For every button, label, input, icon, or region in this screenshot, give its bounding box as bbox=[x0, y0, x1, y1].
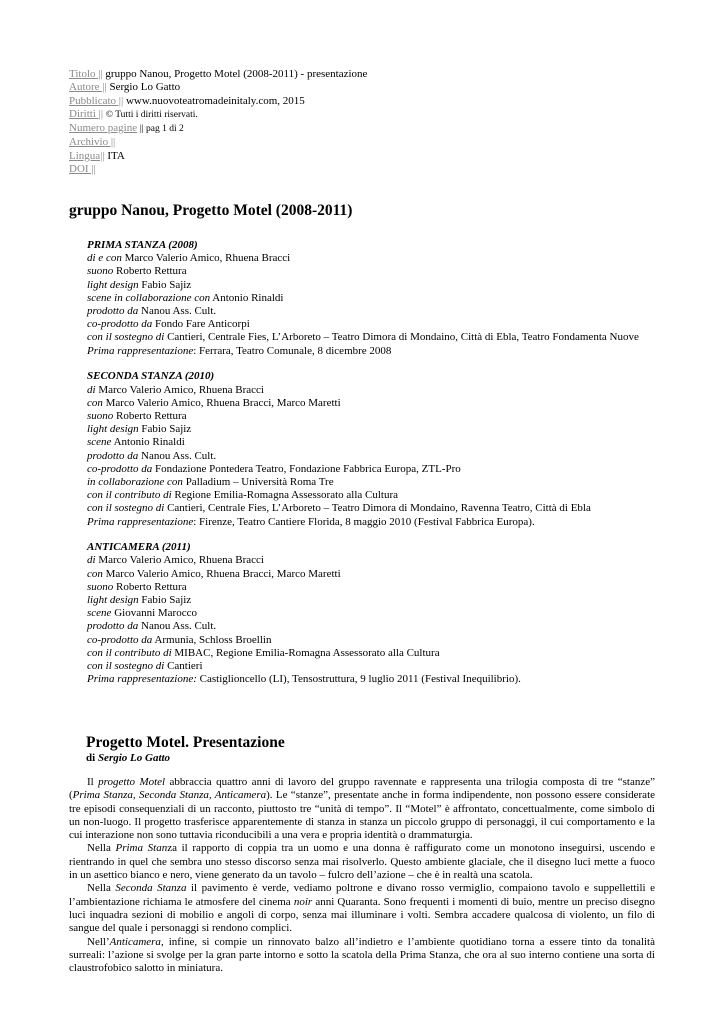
text-run: za il rapporto di coppia tra un uomo e una donna è raffigurato come un monotono inseguirsi, uscendo e rientrando in quel che sembra uno stesso discorso senza mai risolverlo. Questo ambiente glaciale, che il disegno luci mette a fuoco in un asettico bianco e nero, viene generato da un tavolo – fulcro dell’azione – che è in realtà una scatola. bbox=[69, 842, 655, 882]
credit-role: Prima rappresentazione bbox=[87, 515, 194, 528]
credit-name: Roberto Rettura bbox=[116, 409, 187, 422]
meta-key-link[interactable]: DOI || bbox=[69, 163, 96, 176]
credit-line bbox=[69, 607, 669, 620]
text-run: anni Quaranta. Sono frequenti i momenti di buio, mentre un preciso disegno luci inquadra sezioni di mobilio e angoli di corpo, senza mai illuminare i volti. Sembra accadere qualcosa di violento, un filo di sangue del quale i personaggi si rendono complici. bbox=[69, 895, 655, 935]
credit-line bbox=[69, 463, 669, 476]
meta-value: || pag 1 di 2 bbox=[139, 124, 184, 135]
credit-line bbox=[69, 265, 669, 278]
credit-name: Fabio Sajiz bbox=[141, 278, 192, 291]
byline-author: Sergio Lo Gatto bbox=[97, 752, 171, 764]
meta-key-link[interactable]: Diritti || bbox=[69, 107, 104, 120]
credit-line bbox=[69, 345, 669, 358]
stanza-heading: SECONDA STANZA (2010) bbox=[87, 370, 215, 383]
credit-line bbox=[69, 660, 669, 673]
credit-name: Nanou Ass. Cult. bbox=[141, 449, 217, 462]
credit-line bbox=[69, 489, 669, 502]
byline-prefix: di bbox=[86, 752, 96, 764]
credit-line bbox=[69, 568, 669, 581]
meta-value: Sergio Lo Gatto bbox=[109, 81, 181, 94]
credit-role: con il sostegno di bbox=[87, 502, 165, 515]
text-run: il pavimento è verde, vediamo poltrone e divano rosso vermiglio, compaiono tavolo e suppellettili e l’ambientazione richiama le atmosfere del cinema bbox=[69, 882, 655, 908]
meta-row-author bbox=[69, 81, 367, 94]
credit-name: Marco Valerio Amico, Rhuena Bracci bbox=[124, 252, 291, 265]
credit-line bbox=[69, 436, 669, 449]
credit-line bbox=[69, 554, 669, 567]
byline bbox=[86, 752, 170, 764]
meta-row-rights bbox=[69, 108, 367, 122]
credit-name: Marco Valerio Amico, Rhuena Bracci bbox=[98, 383, 264, 396]
meta-key-link[interactable]: Archivio || bbox=[69, 136, 116, 149]
credit-role: scene bbox=[87, 607, 112, 620]
meta-value: ITA bbox=[107, 149, 125, 162]
credit-role: con bbox=[87, 567, 103, 580]
meta-key-link[interactable]: Pubblicato || bbox=[69, 94, 124, 107]
credit-line bbox=[69, 279, 669, 292]
credit-role: di bbox=[87, 554, 96, 567]
credit-role: scene bbox=[87, 436, 112, 449]
credit-line bbox=[69, 581, 669, 594]
credit-name: Marco Valerio Amico, Rhuena Bracci, Marco Maretti bbox=[105, 567, 341, 580]
credit-name: Roberto Rettura bbox=[116, 265, 187, 278]
meta-value: © Tutti i diritti riservati. bbox=[105, 109, 198, 120]
credit-role: con bbox=[87, 396, 103, 409]
credit-line bbox=[69, 476, 669, 489]
credit-role: con il sostegno di bbox=[87, 660, 165, 673]
credit-line bbox=[69, 397, 669, 410]
credit-line bbox=[69, 410, 669, 423]
credit-role: con il sostegno di bbox=[87, 331, 165, 344]
credit-role: di e con bbox=[87, 252, 122, 265]
credit-line bbox=[69, 594, 669, 607]
metadata-block bbox=[69, 68, 367, 176]
credit-name: Antonio Rinaldi bbox=[113, 436, 185, 449]
credit-name: Cantieri, Centrale Fies, L’Arboreto – Teatro Dimora di Mondaino, Città di Ebla, Teatro Fondamenta Nuove bbox=[167, 331, 639, 344]
text-run: Nell’ bbox=[87, 935, 110, 948]
meta-value: www.nuovoteatromadeinitaly.com, 2015 bbox=[125, 94, 305, 107]
stanza-heading: PRIMA STANZA (2008) bbox=[87, 239, 198, 251]
credit-name: MIBAC, Regione Emilia-Romagna Assessorato alla Cultura bbox=[174, 646, 440, 659]
meta-value: gruppo Nanou, Progetto Motel (2008-2011) - presentazione bbox=[105, 68, 368, 80]
meta-row-language bbox=[69, 150, 367, 163]
credit-line bbox=[69, 305, 669, 318]
credit-name: Cantieri, Centrale Fies, L’Arboreto – Teatro Dimora di Mondaino, Ravenna Teatro, Città di Ebla bbox=[167, 502, 591, 515]
meta-row-title bbox=[69, 68, 367, 81]
credit-role: con il contributo di bbox=[87, 646, 172, 659]
text-run: ). Le “stanze”, presentate anche in forma indipendente, non possono essere considerate tre episodi consequenziali di un racconto, piuttosto tre “unità di tempo”. Il “Motel” è affrontato, concettualmente, come simbolo di un non-luogo. Il progetto trasferisce apparentemente di stanza in stanza un piccolo gruppo di personaggi, il cui comportamento e la cui interazione non sono tuttavia riconducibili a una vera e propria identità o drammaturgia. bbox=[69, 789, 656, 842]
meta-key-link[interactable]: Titolo || bbox=[69, 68, 103, 80]
credits-section bbox=[69, 370, 669, 528]
italic-run: Prima Stan bbox=[115, 842, 168, 855]
credit-role: scene in collaborazione con bbox=[87, 291, 211, 304]
credit-line bbox=[69, 673, 669, 686]
credit-role: Prima rappresentazione: bbox=[87, 673, 197, 686]
body-paragraph bbox=[69, 842, 655, 882]
credits-block bbox=[69, 239, 669, 699]
credit-name: Fondo Fare Anticorpi bbox=[155, 318, 250, 331]
credit-role: suono bbox=[87, 265, 114, 278]
body-paragraph bbox=[69, 882, 655, 935]
italic-run: Anticamera bbox=[109, 935, 161, 948]
credit-line bbox=[69, 292, 669, 305]
meta-key-link[interactable]: Numero pagine bbox=[69, 122, 138, 135]
credit-line bbox=[69, 634, 669, 647]
credit-line bbox=[69, 502, 669, 515]
italic-run: noir bbox=[293, 895, 313, 908]
body-paragraph bbox=[69, 776, 655, 842]
credit-name: Antonio Rinaldi bbox=[212, 291, 284, 304]
meta-row-archive bbox=[69, 136, 367, 149]
credit-line bbox=[69, 423, 669, 436]
credit-line bbox=[69, 331, 669, 344]
credit-role: co-prodotto da bbox=[87, 462, 153, 475]
meta-key-link[interactable]: Autore || bbox=[69, 81, 107, 94]
credits-section bbox=[69, 541, 669, 686]
credit-line bbox=[69, 384, 669, 397]
credit-role: light design bbox=[87, 278, 139, 291]
credits-section bbox=[69, 239, 669, 358]
credit-role: con il contributo di bbox=[87, 489, 172, 502]
credit-name: Castiglioncello (LI), Tensostruttura, 9 luglio 2011 (Festival Inequilibrio). bbox=[199, 673, 521, 686]
meta-row-published bbox=[69, 95, 367, 108]
credit-role: suono bbox=[87, 580, 114, 593]
credit-line bbox=[69, 450, 669, 463]
credit-role: light design bbox=[87, 423, 139, 436]
meta-row-doi bbox=[69, 163, 367, 176]
credit-role: prodotto da bbox=[87, 620, 139, 633]
italic-run: progetto Motel bbox=[98, 776, 166, 788]
credit-name: Fabio Sajiz bbox=[141, 423, 192, 436]
text-run: Il bbox=[87, 776, 99, 788]
italic-run: Prima Stanza, Seconda Stanza, Anticamera bbox=[72, 789, 267, 802]
credit-name: : Ferrara, Teatro Comunale, 8 dicembre 2008 bbox=[193, 344, 392, 357]
credit-name: Cantieri bbox=[167, 660, 203, 673]
credit-name: Giovanni Marocco bbox=[114, 607, 197, 620]
body-paragraph bbox=[69, 936, 655, 976]
text-run: abbraccia quattro anni di lavoro del gruppo ravennate e rappresenta una trilogia composta di tre “stanze” ( bbox=[69, 776, 655, 802]
body-text bbox=[69, 776, 655, 975]
credit-role: prodotto da bbox=[87, 305, 139, 318]
credit-name: Roberto Rettura bbox=[116, 580, 187, 593]
credit-name: Armunia, Schloss Broellin bbox=[154, 633, 272, 646]
credit-name: Nanou Ass. Cult. bbox=[141, 305, 217, 318]
credit-name: : Firenze, Teatro Cantiere Florida, 8 maggio 2010 (Festival Fabbrica Europa). bbox=[193, 515, 535, 528]
text-run: Nella bbox=[87, 882, 116, 895]
credit-line bbox=[69, 620, 669, 633]
credit-role: co-prodotto da bbox=[87, 633, 153, 646]
credit-line bbox=[69, 516, 669, 529]
credit-name: Fondazione Pontedera Teatro, Fondazione Fabbrica Europa, ZTL-Pro bbox=[155, 462, 461, 475]
credit-role: suono bbox=[87, 409, 114, 422]
meta-key-link[interactable]: Lingua|| bbox=[69, 149, 105, 162]
credit-name: Marco Valerio Amico, Rhuena Bracci bbox=[98, 554, 264, 567]
section-heading: Progetto Motel. Presentazione bbox=[86, 734, 285, 751]
credit-role: in collaborazione con bbox=[87, 475, 183, 488]
credit-line bbox=[69, 318, 669, 331]
text-run: Nella bbox=[87, 842, 116, 855]
credit-name: Regione Emilia-Romagna Assessorato alla Cultura bbox=[174, 489, 399, 502]
credit-name: Nanou Ass. Cult. bbox=[141, 620, 217, 633]
text-run: , infine, si compie un rinnovato balzo all’indietro e l’ambiente quotidiano torna a essere tinto da tonalità surreali: l’azione si svolge per la gran parte intorno e sotto la scatola della Prima Stanza, che ora al suo interno contiene una sorta di claustrofobico salotto in miniatura. bbox=[69, 935, 655, 975]
credit-role: Prima rappresentazione bbox=[87, 344, 194, 357]
italic-run: Seconda Stanza bbox=[115, 882, 187, 895]
credit-role: prodotto da bbox=[87, 449, 139, 462]
credit-role: di bbox=[87, 383, 96, 396]
credit-role: co-prodotto da bbox=[87, 318, 153, 331]
credit-line bbox=[69, 252, 669, 265]
document-title: gruppo Nanou, Progetto Motel (2008-2011) bbox=[69, 202, 353, 219]
stanza-heading: ANTICAMERA (2011) bbox=[87, 541, 191, 554]
credit-name: Fabio Sajiz bbox=[141, 594, 192, 607]
credit-name: Palladium – Università Roma Tre bbox=[185, 475, 334, 488]
credit-role: light design bbox=[87, 594, 139, 607]
meta-row-pages bbox=[69, 122, 367, 136]
credit-name: Marco Valerio Amico, Rhuena Bracci, Marco Maretti bbox=[105, 396, 341, 409]
credit-line bbox=[69, 647, 669, 660]
